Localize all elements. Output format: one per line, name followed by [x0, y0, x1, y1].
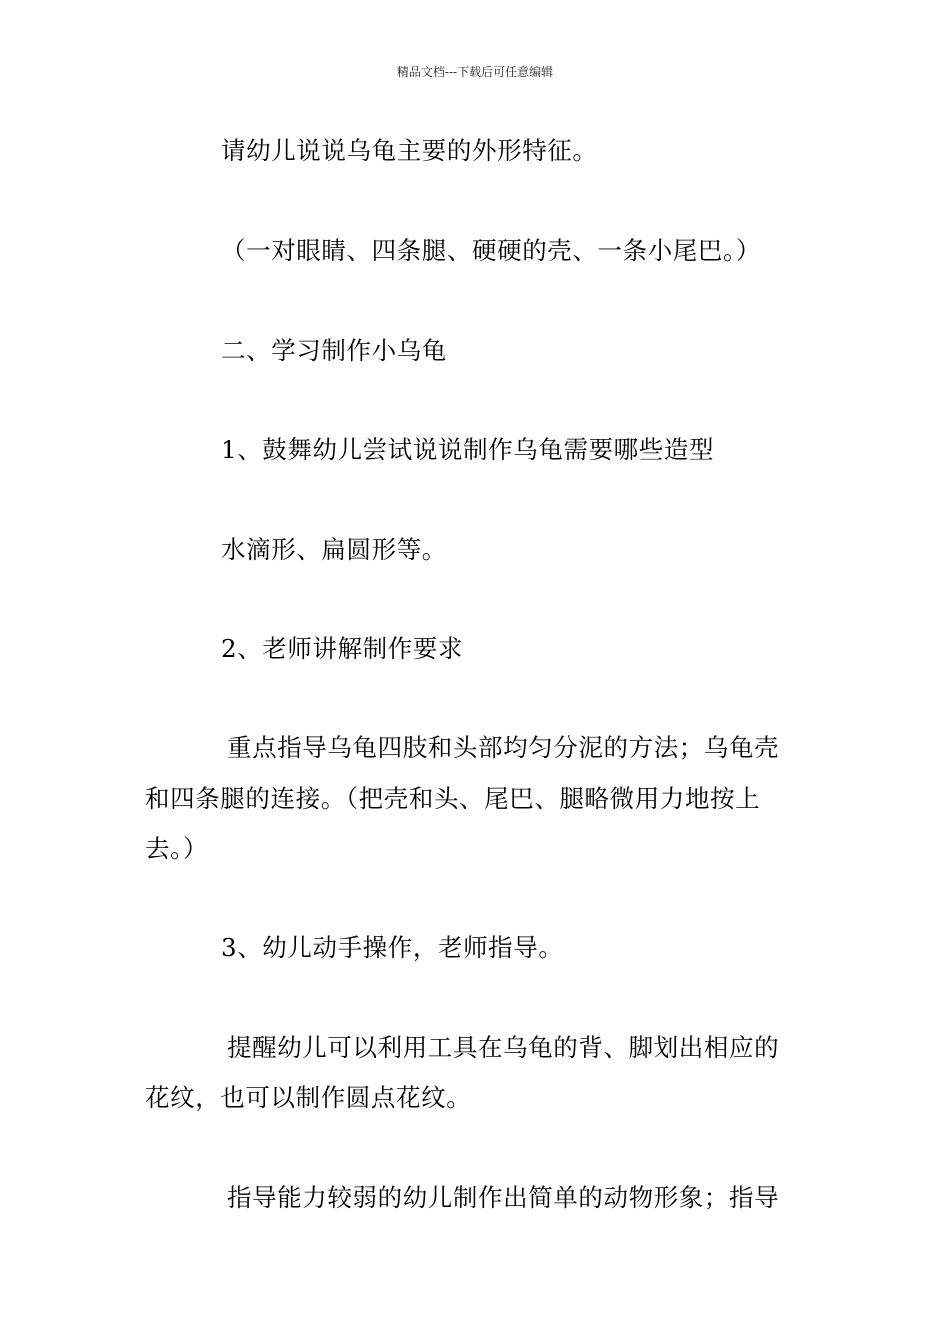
paragraph-shape-list: 水滴形、扁圆形等。: [221, 535, 447, 564]
paragraph-guidance-line-3: 去。）: [145, 834, 209, 863]
step-2-requirements: 2、老师讲解制作要求: [221, 634, 464, 663]
step-1-shapes: 1、鼓舞幼儿尝试说说制作乌龟需要哪些造型: [221, 435, 715, 464]
paragraph-turtle-features: 请幼儿说说乌龟主要的外形特征。: [221, 136, 598, 165]
paragraph-pattern-line-1: 提醒幼儿可以利用工具在乌龟的背、脚划出相应的: [227, 1033, 780, 1062]
page-header: 精品文档---下载后可任意编辑: [396, 65, 554, 79]
paragraph-features-answer: （一对眼睛、四条腿、硬硬的壳、一条小尾巴。）: [221, 236, 761, 265]
paragraph-weaker-children-line-1: 指导能力较弱的幼儿制作出简单的动物形象；指导: [227, 1183, 780, 1212]
section-heading-make-turtle: 二、学习制作小乌龟: [221, 336, 447, 365]
paragraph-pattern-line-2: 花纹，也可以制作圆点花纹。: [145, 1083, 472, 1112]
step-3-operation: 3、幼儿动手操作，老师指导。: [221, 933, 564, 962]
paragraph-guidance-line-1: 重点指导乌龟四肢和头部均匀分泥的方法；乌龟壳: [227, 733, 780, 762]
paragraph-guidance-line-2: 和四条腿的连接。（把壳和头、尾巴、腿略微用力地按上: [145, 784, 761, 813]
